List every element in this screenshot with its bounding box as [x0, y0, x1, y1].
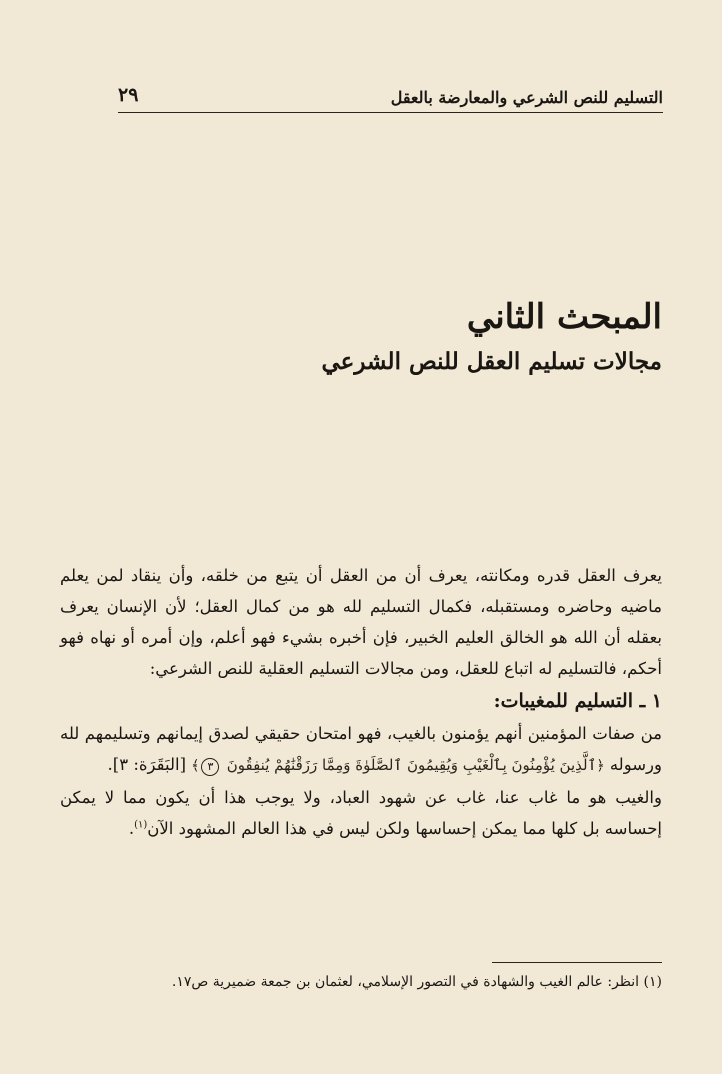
running-header: [118, 84, 663, 114]
footnote-text: انظر: عالم الغيب والشهادة في التصور الإسلامي، لعثمان بن جمعة ضميرية ص١٧.: [171, 974, 640, 990]
intro-paragraph: يعرف العقل قدره ومكانته، يعرف أن من العقل أن يتبع من خلقه، وأن ينقاد لمن يعلم ماضيه وحاضره ومستقبله، فكمال التسليم لله هو من كمال العقل؛ لأن الإنسان يعرف بعقله أن الله هو الخالق العليم الخبير، فإن أخبره بشيء فهو أعلم، وإن أمره أو نهاه فهو أحكم، فالتسليم له اتباع للعقل، ومن مجالات التسليم العقلية للنص الشرعي:: [60, 566, 662, 678]
chapter-subtitle: مجالات تسليم العقل للنص الشرعي: [321, 348, 662, 375]
verse-reference: [البَقَرَة: ٣]: [112, 755, 187, 774]
footnote: [60, 970, 662, 994]
sentence-end: .: [128, 819, 135, 838]
paragraph-unseen: [60, 718, 662, 782]
section-heading: ١ ـ التسليم للمغيبات:: [493, 690, 662, 712]
ayah-number-mark: ٣: [201, 758, 219, 776]
paragraph-definition: [60, 782, 662, 844]
footnote-marker: (١): [643, 974, 662, 990]
verse-close-bracket: ﴾: [191, 758, 200, 774]
quran-verse: ٱلَّذِينَ يُؤْمِنُونَ بِٱلْغَيْبِ وَيُقِيمُونَ ٱلصَّلَوٰةَ وَمِمَّا رَزَقْنَٰهُمْ يُنفِقُونَ: [226, 756, 597, 774]
footnote-divider: [492, 962, 662, 963]
running-title: التسليم للنص الشرعي والمعارضة بالعقل: [390, 88, 663, 107]
paragraph-text: والغيب هو ما غاب عنا، غاب عن شهود العباد، ولا يوجب هذا أن يكون مما لا يمكن إحساسه بل كلها مما يمكن إحساسها ولكن ليس في هذا العالم المشهود الآن: [60, 788, 662, 838]
sentence-end: .: [107, 755, 113, 774]
footnote-reference: (١): [134, 819, 148, 831]
paragraph-text: من صفات المؤمنين أنهم يؤمنون بالغيب، فهو امتحان حقيقي لصدق إيمانهم وتسليمهم لله ورسوله: [60, 724, 662, 774]
verse-open-bracket: ﴿: [596, 758, 605, 774]
body-text: [60, 560, 662, 844]
chapter-title: المبحث الثاني: [466, 297, 662, 337]
header-divider: [118, 112, 663, 113]
page-number: ٢٩: [118, 84, 139, 106]
